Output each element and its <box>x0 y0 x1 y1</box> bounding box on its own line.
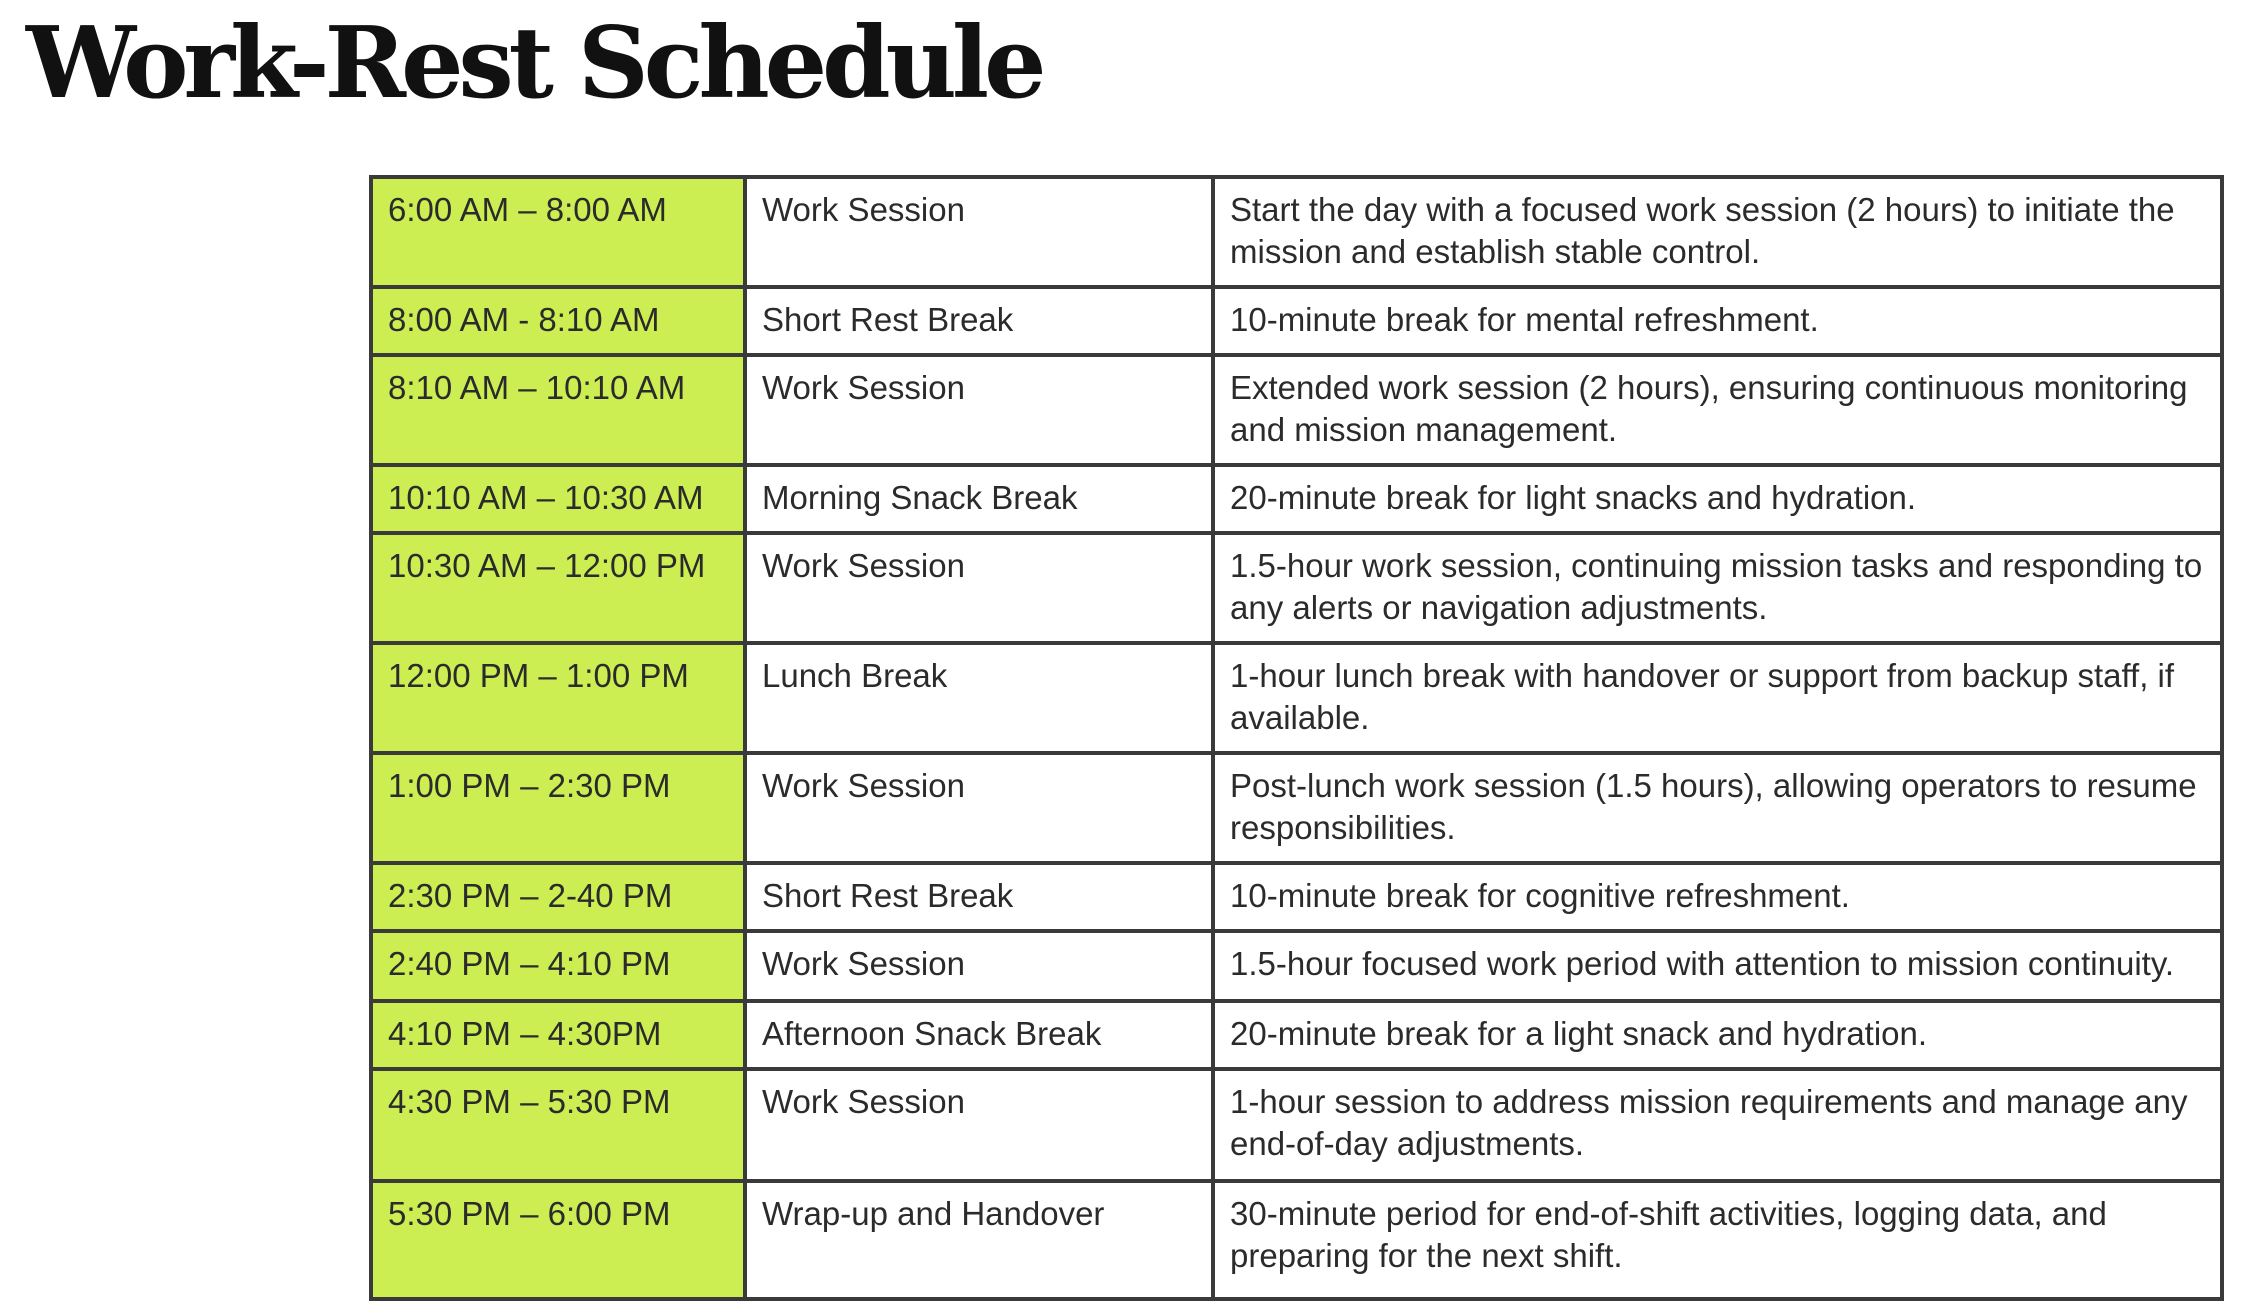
time-cell: 2:30 PM – 2-40 PM <box>371 863 745 931</box>
description-cell: 1-hour session to address mission requirements and manage any end-of-day adjustments. <box>1213 1069 2222 1181</box>
table-row <box>371 465 2222 533</box>
time-cell: 8:10 AM – 10:10 AM <box>371 355 745 465</box>
activity-cell: Lunch Break <box>745 643 1213 753</box>
table-row <box>371 931 2222 1001</box>
time-cell: 4:30 PM – 5:30 PM <box>371 1069 745 1181</box>
activity-cell: Morning Snack Break <box>745 465 1213 533</box>
table-row <box>371 863 2222 931</box>
description-cell: 10-minute break for mental refreshment. <box>1213 287 2222 355</box>
time-cell: 10:30 AM – 12:00 PM <box>371 533 745 643</box>
activity-cell: Short Rest Break <box>745 863 1213 931</box>
description-cell: Post-lunch work session (1.5 hours), allowing operators to resume responsibilities. <box>1213 753 2222 863</box>
table-row <box>371 355 2222 465</box>
schedule-table <box>369 175 2224 1301</box>
table-row <box>371 177 2222 287</box>
time-cell: 8:00 AM - 8:10 AM <box>371 287 745 355</box>
description-cell: Start the day with a focused work session (2 hours) to initiate the mission and establish stable control. <box>1213 177 2222 287</box>
table-row <box>371 1001 2222 1069</box>
activity-cell: Wrap-up and Handover <box>745 1181 1213 1299</box>
table-row <box>371 533 2222 643</box>
table-row <box>371 643 2222 753</box>
description-cell: 1.5-hour focused work period with attention to mission continuity. <box>1213 931 2222 1001</box>
time-cell: 6:00 AM – 8:00 AM <box>371 177 745 287</box>
description-cell: 20-minute break for light snacks and hydration. <box>1213 465 2222 533</box>
activity-cell: Short Rest Break <box>745 287 1213 355</box>
time-cell: 5:30 PM – 6:00 PM <box>371 1181 745 1299</box>
time-cell: 12:00 PM – 1:00 PM <box>371 643 745 753</box>
activity-cell: Work Session <box>745 753 1213 863</box>
description-cell: 10-minute break for cognitive refreshment. <box>1213 863 2222 931</box>
description-cell: 30-minute period for end-of-shift activities, logging data, and preparing for the next shift. <box>1213 1181 2222 1299</box>
time-cell: 10:10 AM – 10:30 AM <box>371 465 745 533</box>
description-cell: Extended work session (2 hours), ensuring continuous monitoring and mission management. <box>1213 355 2222 465</box>
table-row <box>371 753 2222 863</box>
time-cell: 1:00 PM – 2:30 PM <box>371 753 745 863</box>
table-row <box>371 1069 2222 1181</box>
description-cell: 1-hour lunch break with handover or support from backup staff, if available. <box>1213 643 2222 753</box>
time-cell: 2:40 PM – 4:10 PM <box>371 931 745 1001</box>
activity-cell: Work Session <box>745 177 1213 287</box>
activity-cell: Afternoon Snack Break <box>745 1001 1213 1069</box>
activity-cell: Work Session <box>745 355 1213 465</box>
time-cell: 4:10 PM – 4:30PM <box>371 1001 745 1069</box>
description-cell: 20-minute break for a light snack and hydration. <box>1213 1001 2222 1069</box>
activity-cell: Work Session <box>745 533 1213 643</box>
description-cell: 1.5-hour work session, continuing mission tasks and responding to any alerts or navigation adjustments. <box>1213 533 2222 643</box>
table-row <box>371 1181 2222 1299</box>
table-row <box>371 287 2222 355</box>
activity-cell: Work Session <box>745 931 1213 1001</box>
page-title: Work-Rest Schedule <box>26 6 1042 121</box>
activity-cell: Work Session <box>745 1069 1213 1181</box>
